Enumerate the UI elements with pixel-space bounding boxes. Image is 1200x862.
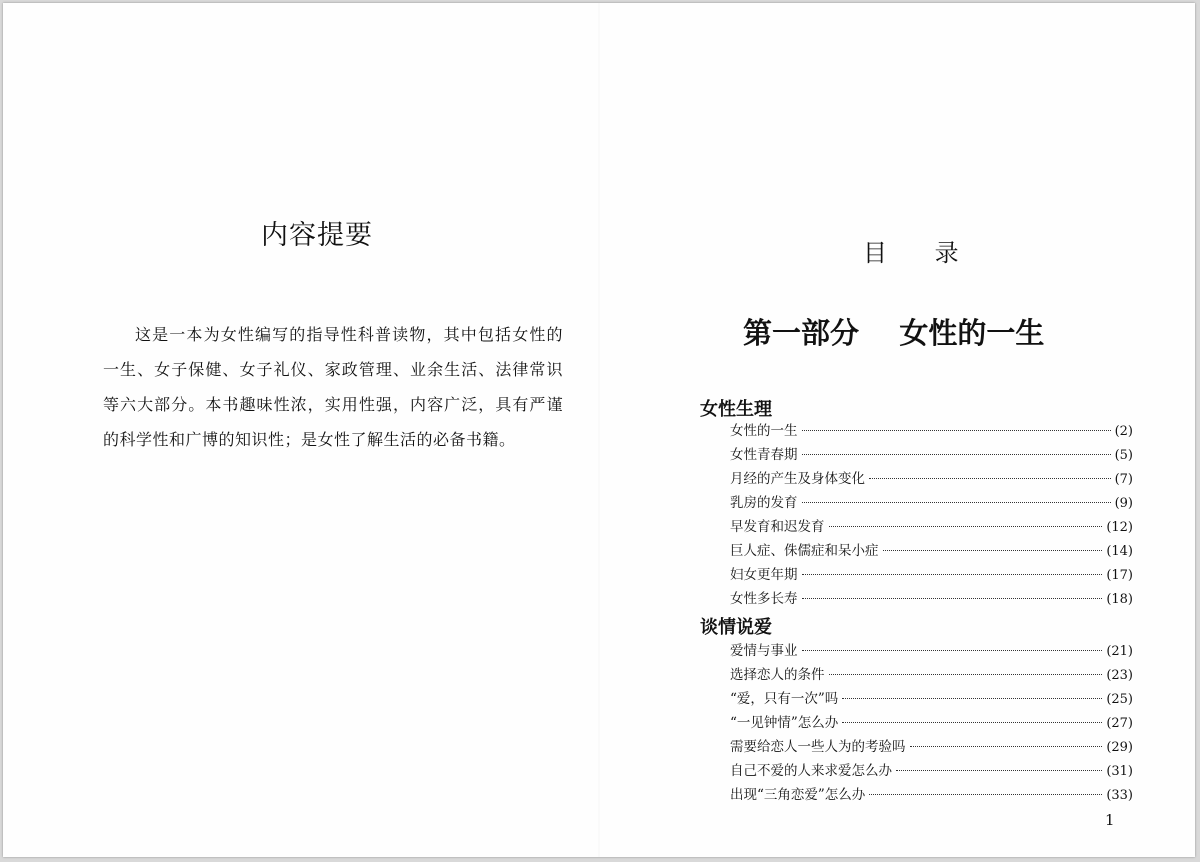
toc-item-page: (21) [1106, 644, 1133, 659]
page-gutter [598, 3, 600, 857]
toc-item-label: 自己不爱的人来求爱怎么办 [730, 763, 892, 779]
toc-item-label: “爱，只有一次”吗 [730, 691, 839, 707]
toc-leader-dots [842, 722, 1102, 723]
toc-item-page: (14) [1106, 544, 1133, 559]
toc-item [730, 467, 1133, 491]
toc-leader-dots [842, 698, 1102, 699]
toc-item-label: 月经的产生及身体变化 [730, 471, 865, 487]
toc-item-page: (17) [1106, 568, 1133, 583]
toc-item-page: (5) [1114, 448, 1133, 463]
toc-item-label: 女性的一生 [730, 423, 798, 439]
toc-item [730, 783, 1133, 807]
toc-item [730, 735, 1133, 759]
toc-item [730, 663, 1133, 687]
toc-item-label: 女性多长寿 [730, 591, 798, 607]
toc-leader-dots [869, 794, 1102, 795]
toc-item-page: (23) [1106, 668, 1133, 683]
toc-item-page: (27) [1106, 716, 1133, 731]
toc-item-label: “一见钟情”怎么办 [730, 715, 839, 731]
toc-item [730, 443, 1133, 467]
toc-item-label: 早发育和迟发育 [730, 519, 825, 535]
toc-item-page: (2) [1114, 424, 1133, 439]
toc-leader-dots [802, 574, 1103, 575]
toc-leader-dots [829, 674, 1103, 675]
toc-item [730, 711, 1133, 735]
toc-item [730, 587, 1133, 611]
toc-item [730, 563, 1133, 587]
part-heading: 第一部分 女性的一生 [743, 316, 1045, 350]
toc-item [730, 759, 1133, 783]
toc-leader-dots [910, 746, 1103, 747]
toc-item [730, 419, 1133, 443]
toc-leader-dots [802, 454, 1111, 455]
toc-leader-dots [829, 526, 1103, 527]
toc-item-page: (33) [1106, 788, 1133, 803]
toc-item-page: (25) [1106, 692, 1133, 707]
toc-list-love [730, 639, 1133, 807]
toc-item-page: (18) [1106, 592, 1133, 607]
toc-item-label: 选择恋人的条件 [730, 667, 825, 683]
toc-leader-dots [802, 502, 1111, 503]
toc-item-page: (31) [1106, 764, 1133, 779]
toc-list-physiology [730, 419, 1133, 611]
section-heading-physiology: 女性生理 [700, 399, 772, 420]
toc-item-page: (29) [1106, 740, 1133, 755]
toc-leader-dots [896, 770, 1102, 771]
summary-title: 内容提要 [261, 220, 373, 251]
book-spread [3, 3, 1195, 857]
toc-item-label: 妇女更年期 [730, 567, 798, 583]
toc-leader-dots [883, 550, 1103, 551]
toc-item-page: (7) [1114, 472, 1133, 487]
toc-item-label: 巨人症、侏儒症和呆小症 [730, 543, 879, 559]
toc-item-page: (9) [1114, 496, 1133, 511]
toc-item [730, 687, 1133, 711]
section-heading-love: 谈情说爱 [700, 617, 772, 638]
toc-item [730, 515, 1133, 539]
toc-leader-dots [802, 598, 1103, 599]
toc-item-label: 需要给恋人一些人为的考验吗 [730, 739, 906, 755]
toc-item-label: 爱情与事业 [730, 643, 798, 659]
page-number: 1 [1105, 811, 1115, 829]
toc-leader-dots [869, 478, 1111, 479]
toc-item-label: 乳房的发育 [730, 495, 798, 511]
toc-item [730, 539, 1133, 563]
toc-leader-dots [802, 430, 1111, 431]
toc-item [730, 639, 1133, 663]
summary-body: 这是一本为女性编写的指导性科普读物，其中包括女性的一生、女子保健、女子礼仪、家政管理、业余生活、法律常识等六大部分。本书趣味性浓，实用性强，内容广泛，具有严谨的科学性和广博的知识性；是女性了解生活的必备书籍。 [103, 325, 563, 449]
toc-title: 目 录 [863, 239, 959, 267]
toc-item-label: 出现“三角恋爱”怎么办 [730, 787, 866, 803]
toc-leader-dots [802, 650, 1103, 651]
toc-item [730, 491, 1133, 515]
toc-item-label: 女性青春期 [730, 447, 798, 463]
toc-item-page: (12) [1106, 520, 1133, 535]
